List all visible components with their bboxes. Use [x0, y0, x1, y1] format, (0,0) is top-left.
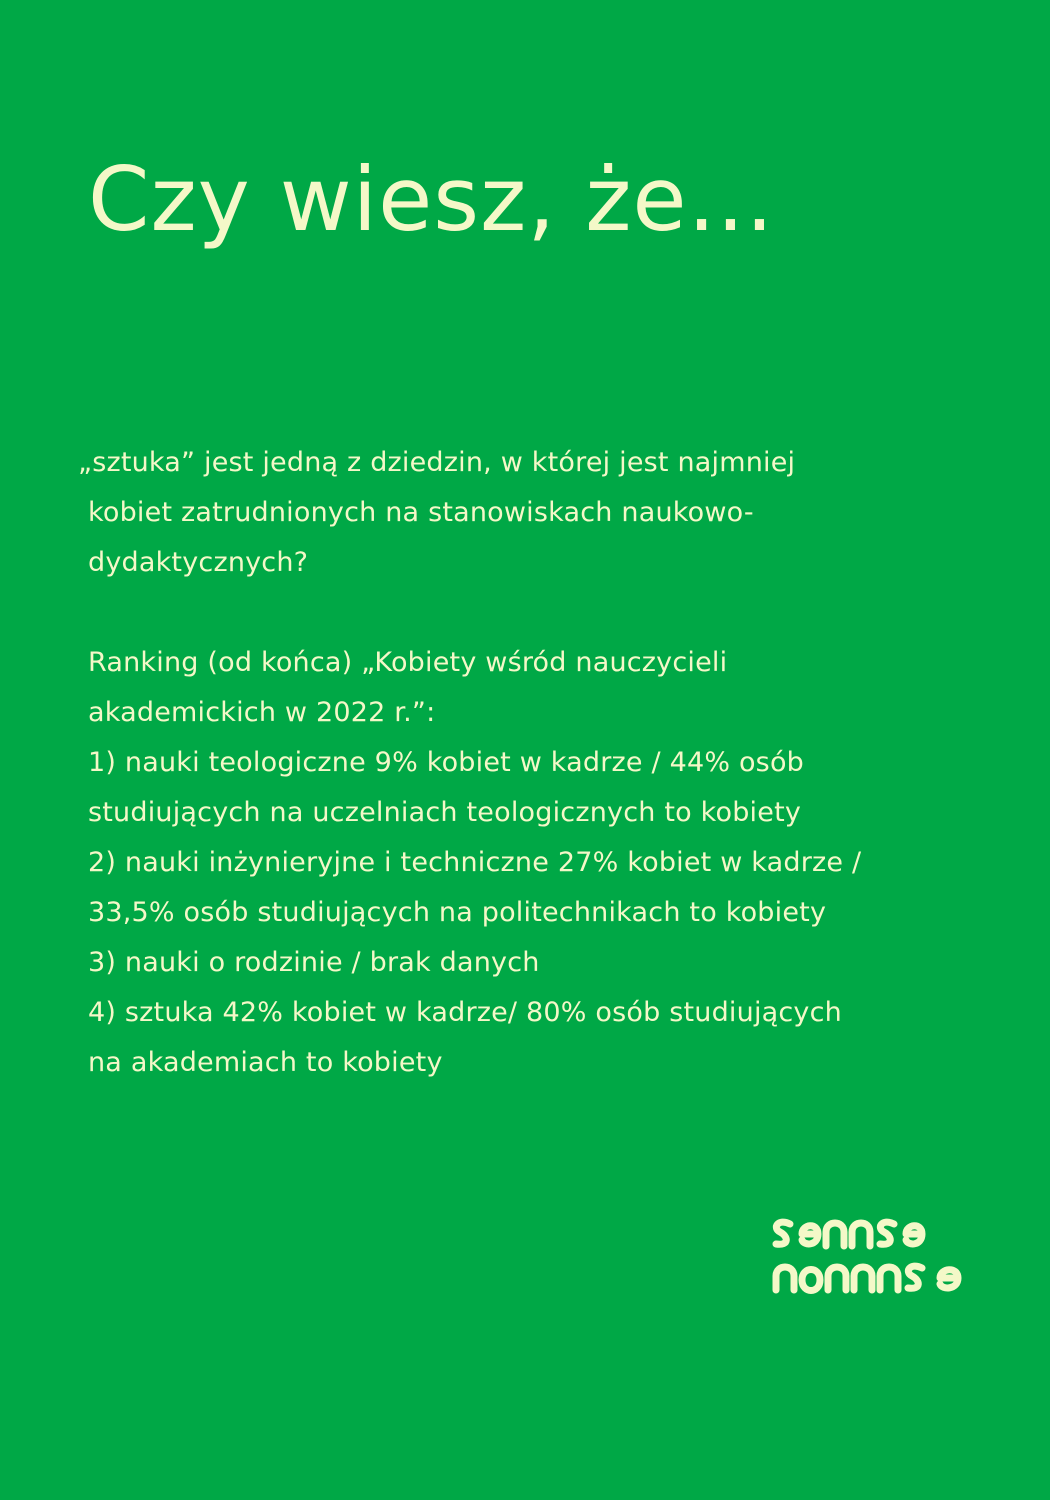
page-title: Czy wiesz, że... [88, 148, 775, 251]
ranking-heading-line: Ranking (od końca) „Kobiety wśród nauczycieli [88, 647, 728, 678]
ranking-item-line: 4) sztuka 42% kobiet w kadrze/ 80% osób studiujących [88, 997, 842, 1028]
ranking-item-line: 33,5% osób studiujących na politechnikach to kobiety [88, 897, 827, 928]
ranking-item-line: 3) nauki o rodzinie / brak danych [88, 947, 540, 978]
ranking-item-line: na akademiach to kobiety [88, 1047, 443, 1078]
article-body [0, 438, 1000, 1088]
ranking-item-line: studiujących na uczelniach teologicznych to kobiety [88, 797, 802, 828]
ranking-heading-line: akademickich w 2022 r.”: [88, 697, 436, 728]
question-line: „sztuka” jest jedną z dziedzin, w której jest najmniej [78, 447, 796, 478]
logo-icon [768, 1210, 968, 1310]
brand-logo [768, 1210, 968, 1310]
ranking-item-line: 1) nauki teologiczne 9% kobiet w kadrze / 44% osób [88, 747, 805, 778]
question-line: kobiet zatrudnionych na stanowiskach naukowo- [88, 497, 754, 528]
paragraph-gap [0, 588, 1000, 638]
ranking-item-line: 2) nauki inżynieryjne i techniczne 27% kobiet w kadrze / [88, 847, 862, 878]
question-line: dydaktycznych? [88, 547, 309, 578]
